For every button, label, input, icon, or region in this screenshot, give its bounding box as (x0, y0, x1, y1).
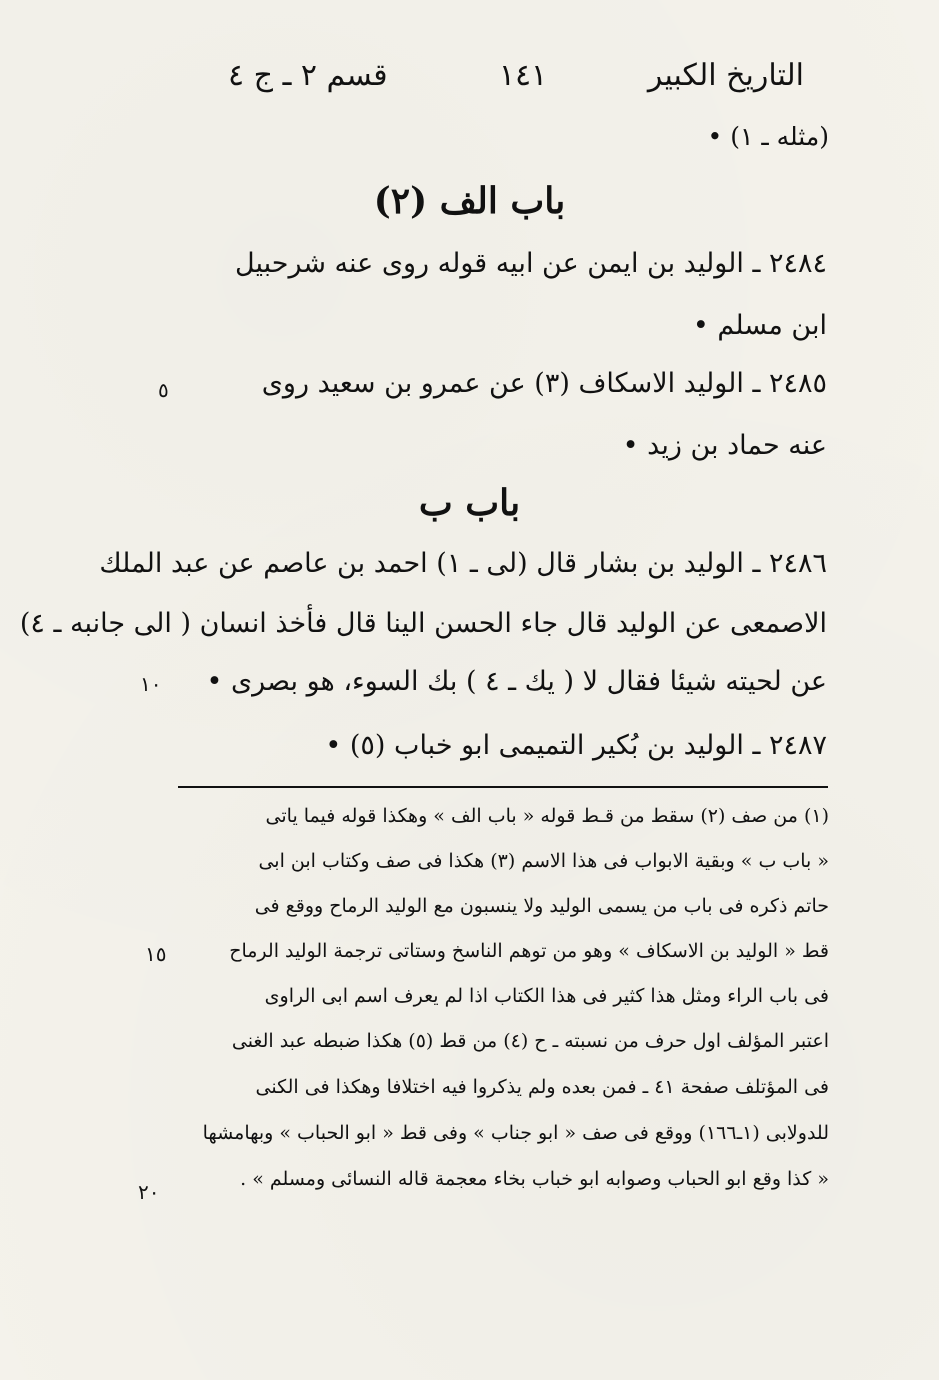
entry-2485-line-2: عنه حماد بن زيد • (622, 430, 827, 461)
footnote-line: قط « الوليد بن الاسكاف » وهو من توهم الناسخ وستاتى ترجمة الوليد الرماح (229, 940, 829, 962)
line-number-5: ٥ (158, 378, 169, 402)
entry-2485-line-1: ٢٤٨٥ ـ الوليد الاسكاف (٣) عن عمرو بن سعيد روى (261, 368, 827, 399)
section-heading-ba: باب ب (418, 482, 521, 524)
section-heading-alif: باب الف (٢) (373, 180, 566, 222)
running-title: التاريخ الكبير (647, 58, 804, 93)
line-number-20: ٢٠ (138, 1180, 160, 1204)
volume-label: قسم ٢ ـ ج ٤ (228, 58, 388, 93)
entry-2484-line-1: ٢٤٨٤ ـ الوليد بن ايمن عن ابيه قوله روى عنه شرحبيل (235, 248, 827, 279)
footnote-line: « كذا وقع ابو الحباب وصوابه ابو خباب بخاء معجمة قاله النسائى ومسلم » . (240, 1168, 829, 1190)
footnote-line: فى المؤتلف صفحة ٤١ ـ فمن بعده ولم يذكروا فيه اختلافا وهكذا فى الكنى (255, 1076, 829, 1098)
line-number-10: ١٠ (140, 672, 162, 696)
footnote-line: فى باب الراء ومثل هذا كثير فى هذا الكتاب اذا لم يعرف اسم ابى الراوى (264, 985, 829, 1007)
footnote-divider (178, 786, 828, 788)
footnote-line: « باب ب » وبقية الابواب فى هذا الاسم (٣) هكذا فى صف وكتاب ابن ابى (258, 850, 829, 872)
page-number: ١٤١ (498, 58, 548, 93)
footnote-line: (١) من صف (٢) سقط من قـط قوله « باب الف » وهكذا قوله فيما ياتى (265, 805, 829, 827)
entry-2484-line-2: ابن مسلم • (692, 310, 827, 341)
entry-2487-line-1: ٢٤٨٧ ـ الوليد بن بُكير التميمى ابو خباب (٥) • (325, 730, 827, 761)
line-number-15: ١٥ (145, 942, 167, 966)
footnote-line: حاتم ذكره فى باب من يسمى الوليد ولا ينسبون مع الوليد الرماح ووقع فى (254, 895, 829, 917)
entry-2486-line-1: ٢٤٨٦ ـ الوليد بن بشار قال (لى ـ ١) احمد بن عاصم عن عبد الملك (99, 548, 827, 579)
footnote-line: للدولابى (١ـ١٦٦) ووقع فى صف « ابو جناب » وفى قط « ابو الحباب » وبهامشها (202, 1122, 829, 1144)
top-note: (مثله ـ ١) • (707, 122, 829, 151)
entry-2486-line-2: الاصمعى عن الوليد قال جاء الحسن الينا قال فأخذ انسان ( الى جانبه ـ ٤) (19, 608, 827, 639)
footnote-line: اعتبر المؤلف اول حرف من نسبته ـ ح (٤) من قط (٥) هكذا ضبطه عبد الغنى (231, 1030, 829, 1052)
entry-2486-line-3: عن لحيته شيئا فقال لا ( يك ـ ٤ ) بك السوء، هو بصرى • (206, 666, 827, 697)
